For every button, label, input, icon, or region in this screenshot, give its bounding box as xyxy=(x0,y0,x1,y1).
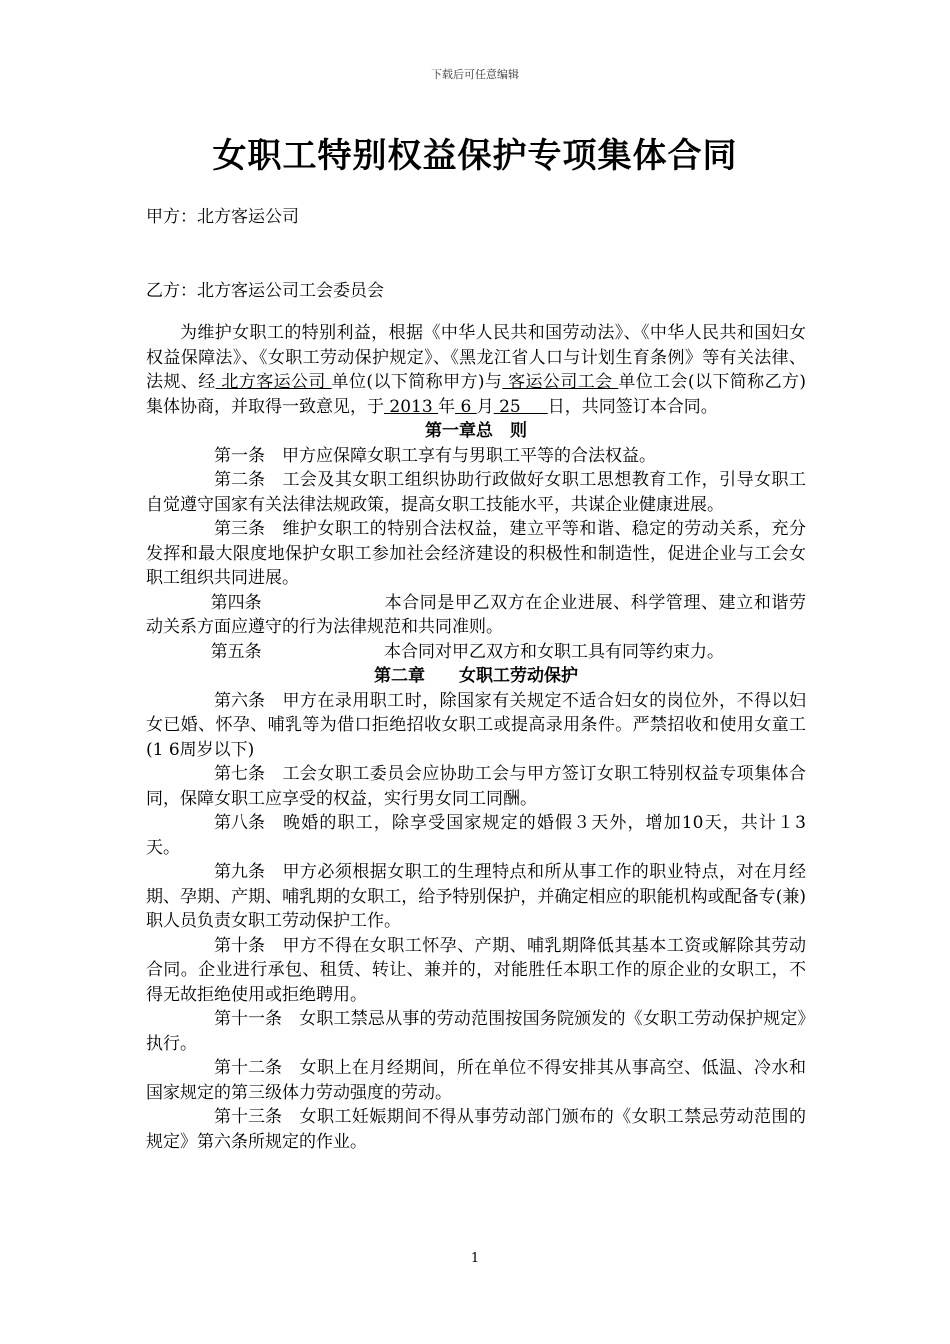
article-text: 维护女职工的特别合法权益，建立平等和谐、稳定的劳动关系，充分发挥和最大限度地保护女职工参加社会经济建设的积极性和制造性，促进企业与工会女职工组织共同进展。 xyxy=(146,519,806,588)
preamble-text: 月 xyxy=(476,396,494,417)
article-text: 女职工禁忌从事的劳动范围按国务院颁发的《女职工劳动保护规定》执行。 xyxy=(146,1009,806,1054)
article-text: 甲方必须根据女职工的生理特点和所从事工作的职业特点，对在月经期、孕期、产期、哺乳期的女职工，给予特别保护，并确定相应的职能机构或配备专(兼)职人员负责女职工劳动保护工作。 xyxy=(146,862,806,931)
article-text: 本合同是甲乙双方在企业进展、科学管理、建立和谐劳动关系方面应遵守的行为法律规范和共同准则。 xyxy=(146,592,806,637)
article-text: 工会及其女职工组织协助行政做好女职工思想教育工作，引导女职工自觉遵守国家有关法律法规政策，提高女职工技能水平，共谋企业健康进展。 xyxy=(146,470,806,515)
preamble-text: 日，共同签订本合同。 xyxy=(547,396,718,417)
article-number: 第四条 xyxy=(210,592,262,613)
article-number: 第七条 xyxy=(214,764,265,784)
party-b-name-field: 客运公司工会 xyxy=(502,372,619,392)
preamble-text: 为维护女职工的特别利益，根据《中华人民共和国劳动法》、《中华人民共和国妇女权益保障法》、《女职工劳动保护规定》、《黑龙江省人口与计划生育条例》等有关法律、法规、经 xyxy=(146,323,806,392)
article-number: 第二条 xyxy=(214,470,265,490)
chapter-heading xyxy=(146,419,806,444)
preamble-paragraph xyxy=(146,321,806,419)
article xyxy=(146,860,806,934)
month-field: 6 xyxy=(455,396,477,417)
chapter-number: 第一章总 xyxy=(425,421,493,441)
article xyxy=(146,517,806,591)
article-text: 甲方应保障女职工享有与男职工平等的合法权益。 xyxy=(282,445,656,466)
article-number: 第五条 xyxy=(210,641,262,662)
day-field: 25 xyxy=(493,396,548,417)
preamble-text: 年 xyxy=(438,396,456,417)
chapter-name: 则 xyxy=(510,421,527,441)
article-text: 甲方在录用职工时，除国家有关规定不适合妇女的岗位外，不得以妇女已婚、怀孕、哺乳等为借口拒绝招收女职工或提高录用条件。严禁招收和使用女童工(1 6周岁以下) xyxy=(146,690,806,760)
chapter-heading xyxy=(146,664,806,689)
article-number: 第六条 xyxy=(214,690,265,711)
party-a: 甲方：北方客运公司 xyxy=(146,207,299,227)
article xyxy=(146,1056,806,1105)
article-number: 第十一条 xyxy=(214,1009,282,1029)
year-field: 2013 xyxy=(384,396,439,417)
article-text: 甲方不得在女职工怀孕、产期、哺乳期降低其基本工资或解除其劳动合同。企业进行承包、租赁、转让、兼并的，对能胜任本职工作的原企业的女职工，不得无故拒绝使用或拒绝聘用。 xyxy=(146,935,806,1005)
header-note: 下载后可任意编辑 xyxy=(431,68,519,81)
article xyxy=(146,811,806,860)
article-number: 第十条 xyxy=(214,935,265,956)
article-text: 工会女职工委员会应协助工会与甲方签订女职工特别权益专项集体合同，保障女职工应享受的权益，实行男女同工同酬。 xyxy=(146,764,806,809)
article xyxy=(146,640,806,665)
article xyxy=(146,762,806,811)
article-text: 本合同对甲乙双方和女职工具有同等约束力。 xyxy=(383,641,724,662)
article xyxy=(146,689,806,763)
chapter-number: 第二章 xyxy=(374,666,425,686)
contract-body xyxy=(146,321,806,1154)
article-number: 第八条 xyxy=(214,813,265,833)
document-title: 女职工特别权益保护专项集体合同 xyxy=(212,136,738,176)
article xyxy=(146,934,806,1008)
article xyxy=(146,444,806,469)
party-a-name-field: 北方客运公司 xyxy=(215,372,332,392)
chapter-name: 女职工劳动保护 xyxy=(459,666,578,686)
article-text: 晚婚的职工，除享受国家规定的婚假３天外，增加10天，共计１3天。 xyxy=(146,813,806,858)
article xyxy=(146,468,806,517)
article-number: 第三条 xyxy=(214,519,265,539)
article-number: 第九条 xyxy=(214,862,265,882)
article-number: 第十三条 xyxy=(214,1107,282,1127)
article-number: 第十二条 xyxy=(214,1058,282,1078)
article xyxy=(146,591,806,640)
preamble-text: 单位工会(以下简称乙方)集体协商，并取得一致意见，于 xyxy=(146,372,807,417)
article xyxy=(146,1105,806,1154)
article-text: 女职工妊娠期间不得从事劳动部门颁布的《女职工禁忌劳动范围的规定》第六条所规定的作业。 xyxy=(146,1107,806,1152)
party-b: 乙方：北方客运公司工会委员会 xyxy=(146,281,384,301)
page-number: 1 xyxy=(470,1251,480,1266)
article-number: 第一条 xyxy=(214,445,265,466)
preamble-text: 单位(以下简称甲方)与 xyxy=(331,372,503,392)
article xyxy=(146,1007,806,1056)
article-text: 女职上在月经期间，所在单位不得安排其从事高空、低温、冷水和国家规定的第三级体力劳动强度的劳动。 xyxy=(146,1058,806,1103)
